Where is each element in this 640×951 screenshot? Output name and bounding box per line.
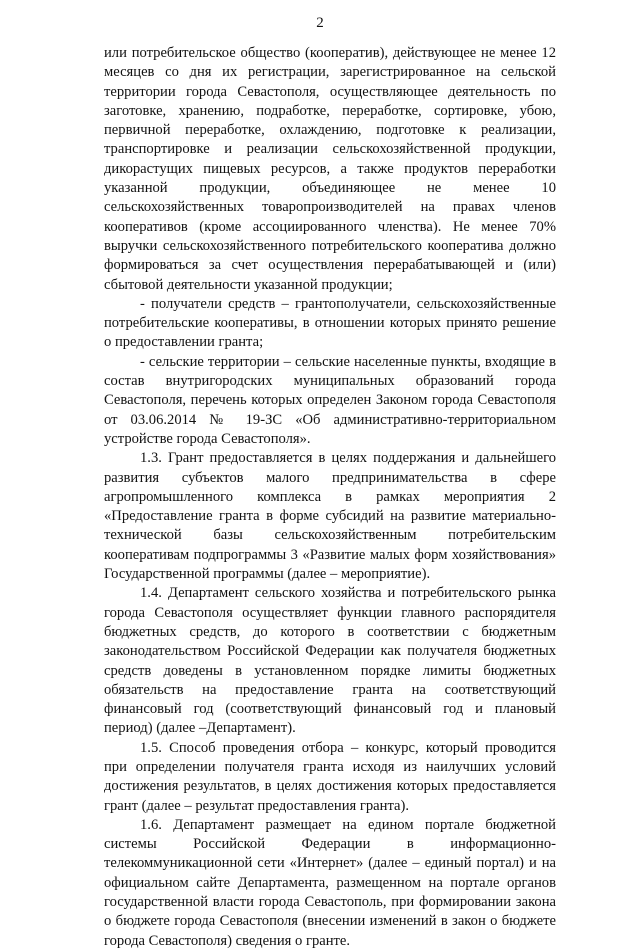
paragraph-definition-rural-territories: - сельские территории – сельские населенные пункты, входящие в состав внутригородских муниципальных образований города Севастополя, перечень которых определен Законом города Севастополя от 03.06.2014 № 19-ЗС «Об административно-территориальном устройстве города Севастополя». [104,353,556,447]
paragraph-1-6: 1.6. Департамент размещает на едином портале бюджетной системы Российской Федерации в информационно-телекоммуникационной сети «Интернет» (далее – единый портал) и на официальном сайте Департамента, размещенном на портале органов государственной власти города Севастополь, при формировании закона о бюджете города Севастополя (внесении изменений в закон о бюджете города Севастополя) сведения о гранте. [104,816,556,949]
paragraph-1-4: 1.4. Департамент сельского хозяйства и потребительского рынка города Севастополя осуществляет функции главного распорядителя бюджетных средств, до которого в соответствии с бюджетным законодательством Российской Федерации как получателя бюджетных средств доведены в установленном порядке лимиты бюджетных обязательств на предоставление гранта на соответствующий финансовый год (соответствующий финансовый год и плановый период) (далее –Департамент). [104,585,556,737]
document-body [104,44,556,951]
paragraph-definition-recipients: - получатели средств – грантополучатели, сельскохозяйственные потребительские кооперативы, в отношении которых принято решение о предоставлении гранта; [104,295,556,351]
paragraph-1-5: 1.5. Способ проведения отбора – конкурс, который проводится при определении получателя гранта исходя из наилучших условий достижения результатов, в целях достижения которых предоставляется грант (далее – результат предоставления гранта). [104,739,556,814]
paragraph-1-3: 1.3. Грант предоставляется в целях поддержания и дальнейшего развития субъектов малого предпринимательства в сфере агропромышленного комплекса в рамках мероприятия 2 «Предоставление гранта в форме субсидий на развитие материально-технической базы сельскохозяйственным потребительским кооперативам подпрограммы 3 «Развитие малых форм хозяйствования» Государственной программы (далее – мероприятие). [104,450,556,583]
paragraph-continuation: или потребительское общество (кооператив), действующее не менее 12 месяцев со дня их регистрации, зарегистрированное на сельской территории города Севастополя, осуществляющее деятельность по заготовке, хранению, подработке, переработке, сортировке, убою, первичной переработке, охлаждению, подготовке к реализации, транспортировке и реализации сельскохозяйственной продукции, дикорастущих пищевых ресурсов, а также продуктов переработки указанной продукции, объединяющее не менее 10 сельскохозяйственных товаропроизводителей на правах членов кооперативов (кроме ассоциированного членства). Не менее 70% выручки сельскохозяйственного потребительского кооператива должно формироваться за счет осуществления перерабатывающей и (или) сбытовой деятельности указанной продукции; [104,45,556,293]
page-number: 2 [316,15,324,31]
